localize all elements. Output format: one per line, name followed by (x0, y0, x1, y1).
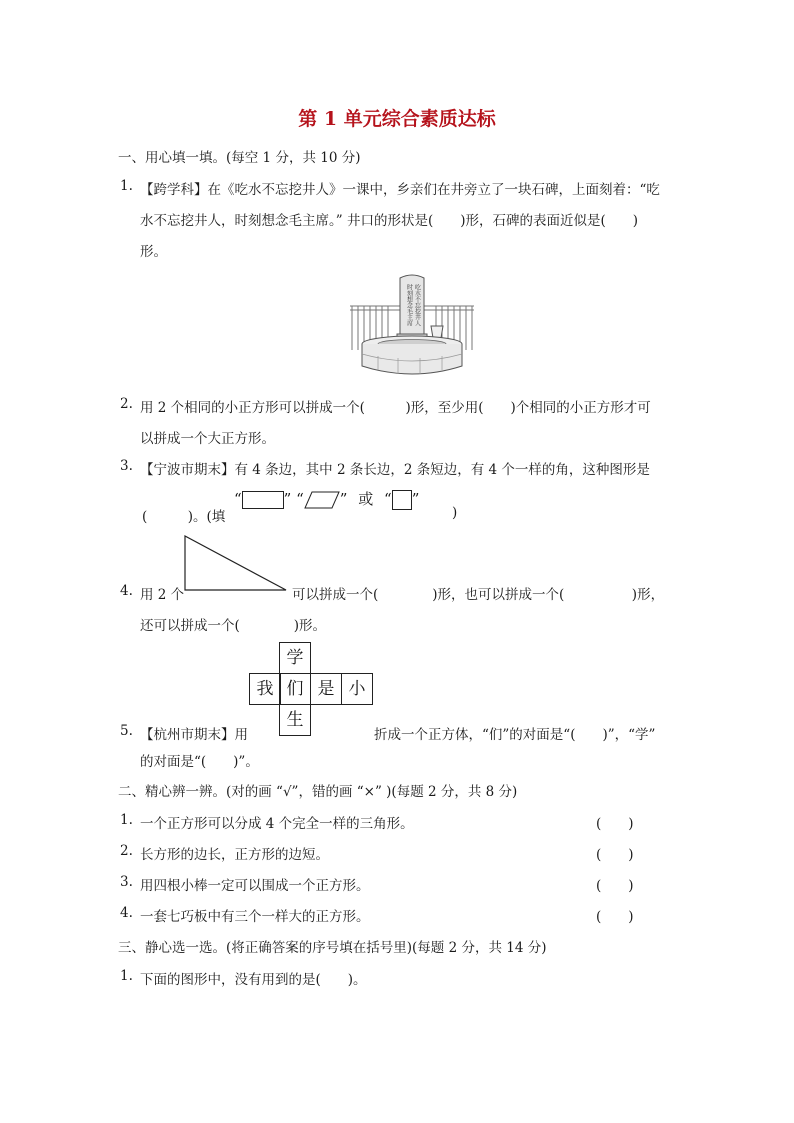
q1-number: 1. (120, 178, 133, 194)
q3-blank: ( )。(填 (142, 509, 226, 525)
square-shape (392, 490, 412, 510)
q3-number: 3. (120, 458, 133, 474)
q4-number: 4. (120, 583, 133, 599)
stele-text-col-1: 时刻想念毛主席 (405, 284, 413, 326)
q5-line-2: 的对面是“( )”。 (140, 754, 259, 770)
q4-prefix: 用 2 个 (140, 587, 185, 603)
q1-line-1: 【跨学科】在《吃水不忘挖井人》一课中，乡亲们在井旁立了一块石碑，上面刻着：“吃 (140, 182, 660, 198)
q3-close-paren: ) (452, 505, 458, 521)
stele-text-col-2: 吃水不忘挖井人 (413, 284, 421, 326)
quote-close: ” (283, 490, 292, 508)
page-title: 第 1 单元综合素质达标 (298, 108, 496, 130)
well-stele-illustration (348, 270, 476, 378)
net-cell-top: 学 (279, 642, 311, 674)
q5-number: 5. (120, 723, 133, 739)
judge-4-number: 4. (120, 905, 133, 921)
parallelogram-shape (304, 491, 340, 509)
q2-number: 2. (120, 396, 133, 412)
quote-open: “ (234, 490, 242, 508)
q1-line-2: 水不忘挖井人，时刻想念毛主席。” 井口的形状是( )形，石碑的表面近似是( ) (140, 213, 639, 229)
q5-middle: 折成一个正方体，“们”的对面是“( )”，“学” (374, 727, 656, 743)
q2-line-2: 以拼成一个大正方形。 (140, 431, 275, 447)
net-cell-bottom: 生 (279, 704, 311, 736)
choice-1-text: 下面的图形中，没有用到的是( )。 (140, 972, 367, 988)
judge-4-answer[interactable]: ( ) (596, 909, 634, 925)
judge-3-number: 3. (120, 874, 133, 890)
net-cell-left: 我 (249, 673, 281, 705)
q3-options (234, 488, 419, 510)
q5-prefix: 【杭州市期末】用 (140, 727, 248, 743)
net-cell-right-1: 是 (310, 673, 342, 705)
judge-1-answer[interactable]: ( ) (596, 816, 634, 832)
well-wall (362, 344, 462, 374)
quote-open: “ (296, 490, 304, 508)
net-cell-right-2: 小 (341, 673, 373, 705)
q2-line-1: 用 2 个相同的小正方形可以拼成一个( )形，至少用( )个相同的小正方形才可 (140, 400, 651, 416)
section-3-heading: 三、静心选一选。(将正确答案的序号填在括号里)(每题 2 分，共 14 分) (118, 940, 547, 956)
judge-3-answer[interactable]: ( ) (596, 878, 634, 894)
quote-close: ” (339, 490, 348, 508)
q4-line-2: 还可以拼成一个( )形。 (140, 618, 327, 634)
right-triangle-shape (183, 534, 289, 592)
net-cell-center: 们 (279, 673, 311, 705)
judge-1-number: 1. (120, 812, 133, 828)
choice-1-number: 1. (120, 968, 133, 984)
judge-4-text: 一套七巧板中有三个一样大的正方形。 (140, 909, 370, 925)
q4-middle: 可以拼成一个( )形，也可以拼成一个( )形， (292, 587, 665, 603)
judge-2-number: 2. (120, 843, 133, 859)
quote-open: “ (384, 490, 392, 508)
judge-2-text: 长方形的边长，正方形的边短。 (140, 847, 329, 863)
section-2-heading: 二、精心辨一辨。(对的画 “√”，错的画 “×” )(每题 2 分，共 8 分) (118, 784, 518, 800)
or-text: 或 (358, 490, 374, 508)
q3-line-1: 【宁波市期末】有 4 条边，其中 2 条长边，2 条短边，有 4 个一样的角，这种图形是 (140, 462, 650, 478)
judge-3-text: 用四根小棒一定可以围成一个正方形。 (140, 878, 370, 894)
judge-1-text: 一个正方形可以分成 4 个完全一样的三角形。 (140, 816, 414, 832)
q1-line-3: 形。 (140, 244, 167, 260)
judge-2-answer[interactable]: ( ) (596, 847, 634, 863)
rectangle-shape (242, 491, 284, 509)
section-1-heading: 一、用心填一填。(每空 1 分，共 10 分) (118, 150, 361, 166)
quote-close: ” (411, 490, 420, 508)
